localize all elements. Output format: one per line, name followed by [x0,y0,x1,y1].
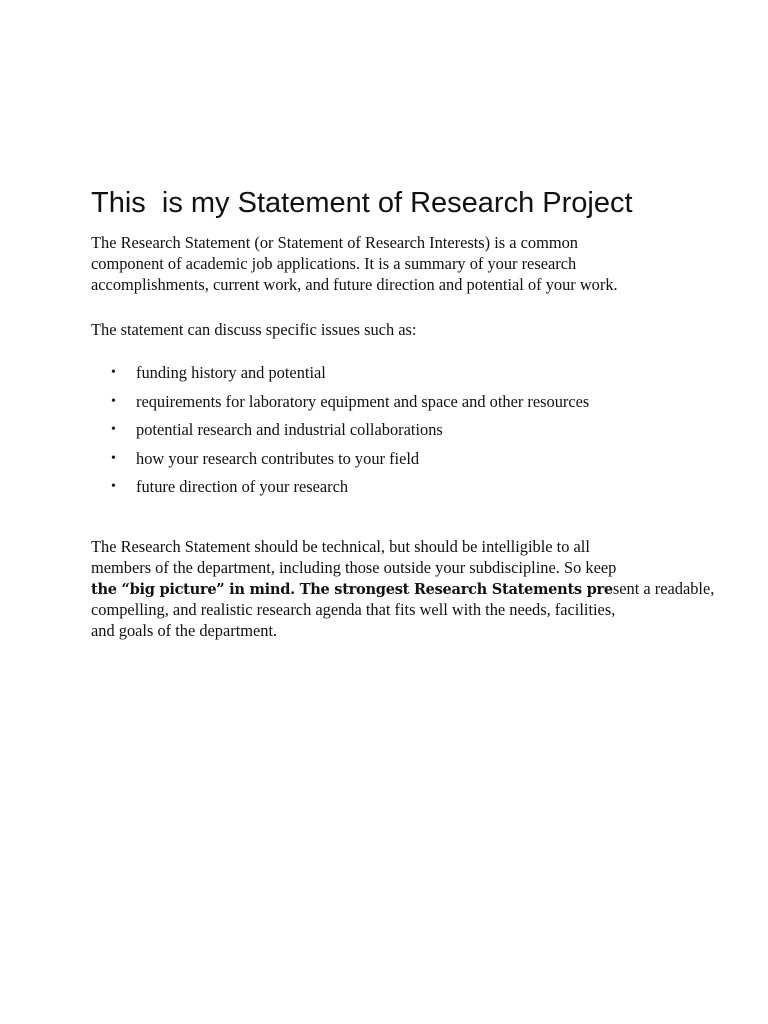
closing-line: and goals of the department. [91,621,278,641]
bullet-icon: • [111,422,116,437]
list-item [91,449,711,478]
intro-line: accomplishments, current work, and future direction and potential of your work. [91,274,618,294]
list-intro-text: The statement can discuss specific issues such as: [91,320,417,339]
closing-line: The Research Statement should be technical, but should be intelligible to all [91,537,590,556]
list-item-text: future direction of your research [136,477,349,496]
bullet-icon: • [111,365,116,380]
list-item-text: how your research contributes to your field [136,448,420,468]
list-item [91,392,711,421]
list-item [91,363,711,392]
list-item [91,477,711,506]
intro-line: component of academic job applications. It is a summary of your research [91,253,577,273]
list-item-text: funding history and potential [136,363,326,382]
bullet-icon: • [111,479,116,494]
closing-paragraph [91,537,715,642]
closing-line-rest: sent a readable, [612,578,715,598]
closing-line: members of the department, including those outside your subdiscipline. So keep [91,557,617,577]
issues-list [91,363,711,506]
list-item [91,420,711,449]
intro-paragraph [91,233,691,295]
bullet-icon: • [111,393,116,409]
page-title: This is my Statement of Research Project [91,187,633,219]
bold-emphasis-text: the “big picture” in mind. The strongest Research Statements pre [91,580,613,598]
closing-line-mixed [91,578,715,601]
list-item-text: potential research and industrial collaborations [136,420,443,439]
list-intro-paragraph [91,320,691,341]
list-item-text: requirements for laboratory equipment and space and other resources [136,391,590,411]
intro-line: The Research Statement (or Statement of Research Interests) is a common [91,233,578,252]
bullet-icon: • [111,450,116,466]
closing-line: compelling, and realistic research agenda that fits well with the needs, facilities, [91,600,616,620]
